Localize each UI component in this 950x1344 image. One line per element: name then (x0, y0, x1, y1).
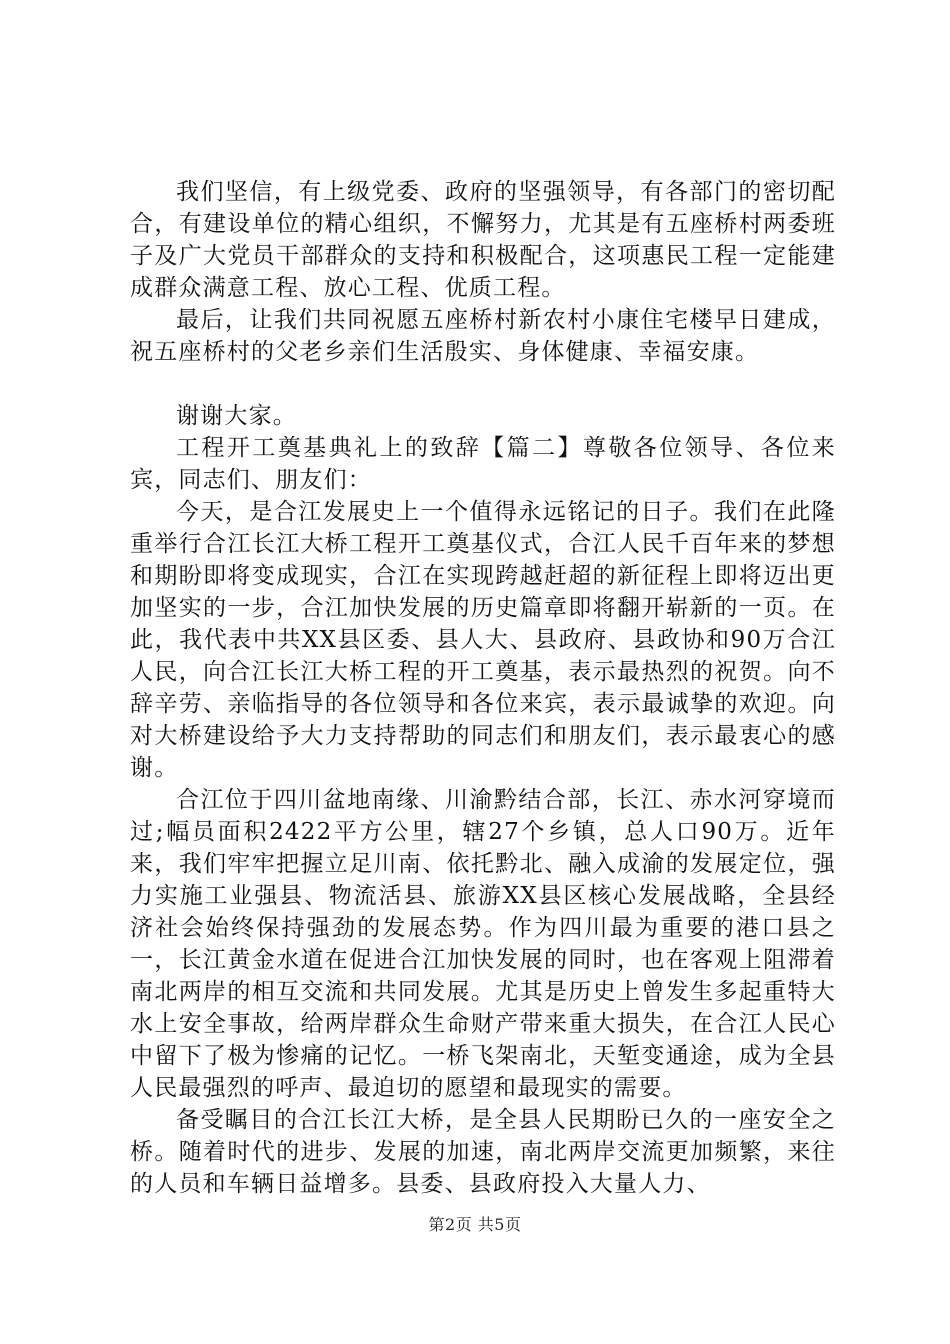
paragraph-today: 今天，是合江发展史上一个值得永远铭记的日子。我们在此隆重举行合江长江大桥工程开工奠基仪式，合江人民千百年来的梦想和期盼即将变成现实，合江在实现跨越赶超的新征程上即将迈出更加坚实的一步，合江加快发展的历史篇章即将翻开崭新的一页。在此，我代表中共XX县区委、县人大、县政府、县政协和90万合江人民，向合江长江大桥工程的开工奠基，表示最热烈的祝贺。向不辞辛劳、亲临指导的各位领导和各位来宾，表示最诚挚的欢迎。向对大桥建设给予大力支持帮助的同志们和朋友们，表示最衷心的感谢。 (130, 499, 836, 781)
paragraph-bridge-safety: 备受瞩目的合江长江大桥，是全县人民期盼已久的一座安全之桥。随着时代的进步、发展的加速，南北两岸交流更加频繁，来往的人员和车辆日益增多。县委、县政府投入大量人力、 (130, 1107, 836, 1197)
paragraph-hejiang-location: 合江位于四川盆地南缘、川渝黔结合部，长江、赤水河穿境而过;幅员面积2422平方公里，辖27个乡镇，总人口90万。近年来，我们牢牢把握立足川南、依托黔北、融入成渝的发展定位，强力实施工业强县、物流活县、旅游XX县区核心发展战略，全县经济社会始终保持强劲的发展态势。作为四川最为重要的港口县之一，长江黄金水道在促进合江加快发展的同时，也在客观上阻滞着南北两岸的相互交流和共同发展。尤其是历史上曾发生多起重特大水上安全事故，给两岸群众生命财产带来重大损失，在合江人民心中留下了极为惨痛的记忆。一桥飞架南北，天堑变通途，成为全县人民最强烈的呼声、最迫切的愿望和最现实的需要。 (130, 787, 836, 1101)
paragraph-section-two-heading: 工程开工奠基典礼上的致辞【篇二】尊敬各位领导、各位来宾，同志们、朋友们： (130, 435, 836, 493)
paragraph-belief: 我们坚信，有上级党委、政府的坚强领导，有各部门的密切配合，有建设单位的精心组织，不懈努力，尤其是有五座桥村两委班子及广大党员干部群众的支持和积极配合，这项惠民工程一定能建成群众满意工程、放心工程、优质工程。 (130, 179, 836, 301)
paragraph-thanks: 谢谢大家。 (176, 403, 297, 429)
page-number-footer: 第2页 共5页 (428, 1215, 522, 1234)
paragraph-closing-wish: 最后，让我们共同祝愿五座桥村新农村小康住宅楼早日建成，祝五座桥村的父老乡亲们生活殷实、身体健康、幸福安康。 (130, 307, 836, 365)
document-body (130, 176, 836, 1200)
